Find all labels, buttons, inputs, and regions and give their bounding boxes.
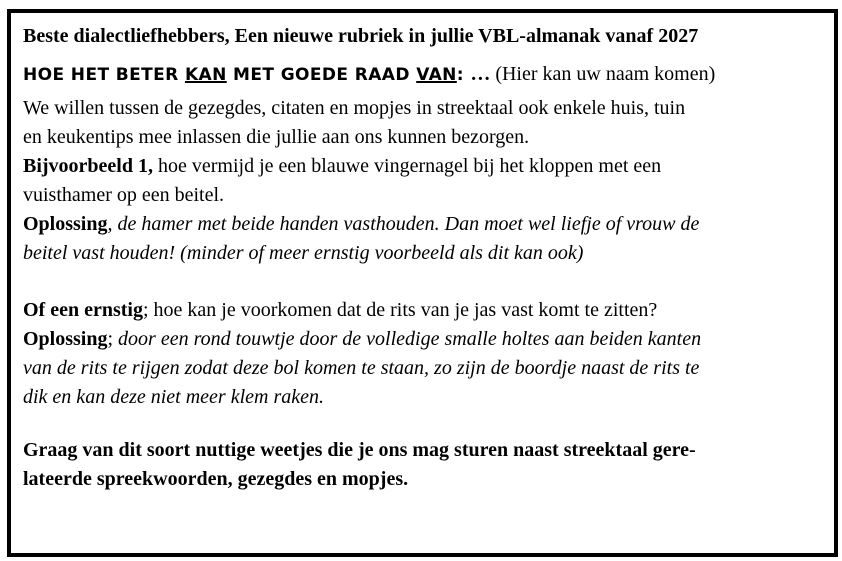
- example-2-solution-text-1: door een rond touwtje door de volledige smalle holtes aan beiden kanten: [113, 328, 702, 350]
- example-1-solution-line-1: [23, 210, 823, 239]
- example-2-label: Of een ernstig: [23, 299, 143, 321]
- example-1-line-2: vuisthamer op een beitel.: [23, 184, 225, 206]
- rubric-heading: [23, 65, 470, 85]
- heading-part3: MET GOEDE RAAD: [226, 65, 417, 85]
- heading-van: VAN: [416, 65, 457, 85]
- example-2-solution-line-2: van de rits te rijgen zodat deze bol komen te staan, zo zijn de boordje naast de rits te: [23, 357, 700, 379]
- spacer: [23, 412, 823, 436]
- intro-line-1: We willen tussen de gezegdes, citaten en mopjes in streektaal ook enkele huis, tuin: [23, 97, 686, 119]
- example-2-solution-line-3: dik en kan deze niet meer klem raken.: [23, 386, 324, 408]
- example-1-label: Bijvoorbeeld 1,: [23, 155, 153, 177]
- spacer: [23, 268, 823, 296]
- rubric-heading-line: [23, 61, 823, 88]
- intro-paragraph: [23, 94, 823, 152]
- heading-part1: HOE HET BETER: [23, 65, 185, 85]
- example-2: [23, 296, 823, 412]
- document-frame: [7, 9, 838, 557]
- example-1-line-1: [23, 152, 823, 181]
- intro-line-2: en keukentips mee inlassen die jullie aan ons kunnen bezorgen.: [23, 126, 530, 148]
- closing-line-2: lateerde spreekwoorden, gezegdes en mopjes.: [23, 468, 409, 490]
- example-1: [23, 152, 823, 268]
- closing-line-1: Graag van dit soort nuttige weetjes die je ons mag sturen naast streektaal gere-: [23, 439, 696, 461]
- heading-kan: KAN: [184, 65, 227, 85]
- example-2-solution-label: Oplossing: [23, 328, 108, 350]
- greeting-line: Beste dialectliefhebbers, Een nieuwe rubriek in jullie VBL-almanak vanaf 2027: [23, 25, 699, 47]
- example-1-solution-label: Oplossing: [23, 213, 108, 235]
- closing-paragraph: [23, 436, 823, 494]
- example-2-solution-sep: ;: [107, 328, 114, 350]
- example-2-solution-line-1: [23, 325, 823, 354]
- heading-colon: :: [456, 65, 471, 85]
- example-2-line-1: [23, 296, 823, 325]
- example-2-text-1: ; hoe kan je voorkomen dat de rits van je jas vast komt te zitten?: [142, 299, 658, 321]
- example-1-text-1: hoe vermijd je een blauwe vingernagel bij het kloppen met een: [153, 155, 662, 177]
- example-1-solution-line-2: beitel vast houden! (minder of meer ernstig voorbeeld als dit kan ook): [23, 242, 584, 264]
- heading-ellipsis: …: [470, 63, 491, 85]
- example-1-solution-text-1: , de hamer met beide handen vasthouden. Dan moet wel liefje of vrouw de: [107, 213, 700, 235]
- document-body: [23, 23, 823, 494]
- name-placeholder: (Hier kan uw naam komen): [490, 63, 716, 85]
